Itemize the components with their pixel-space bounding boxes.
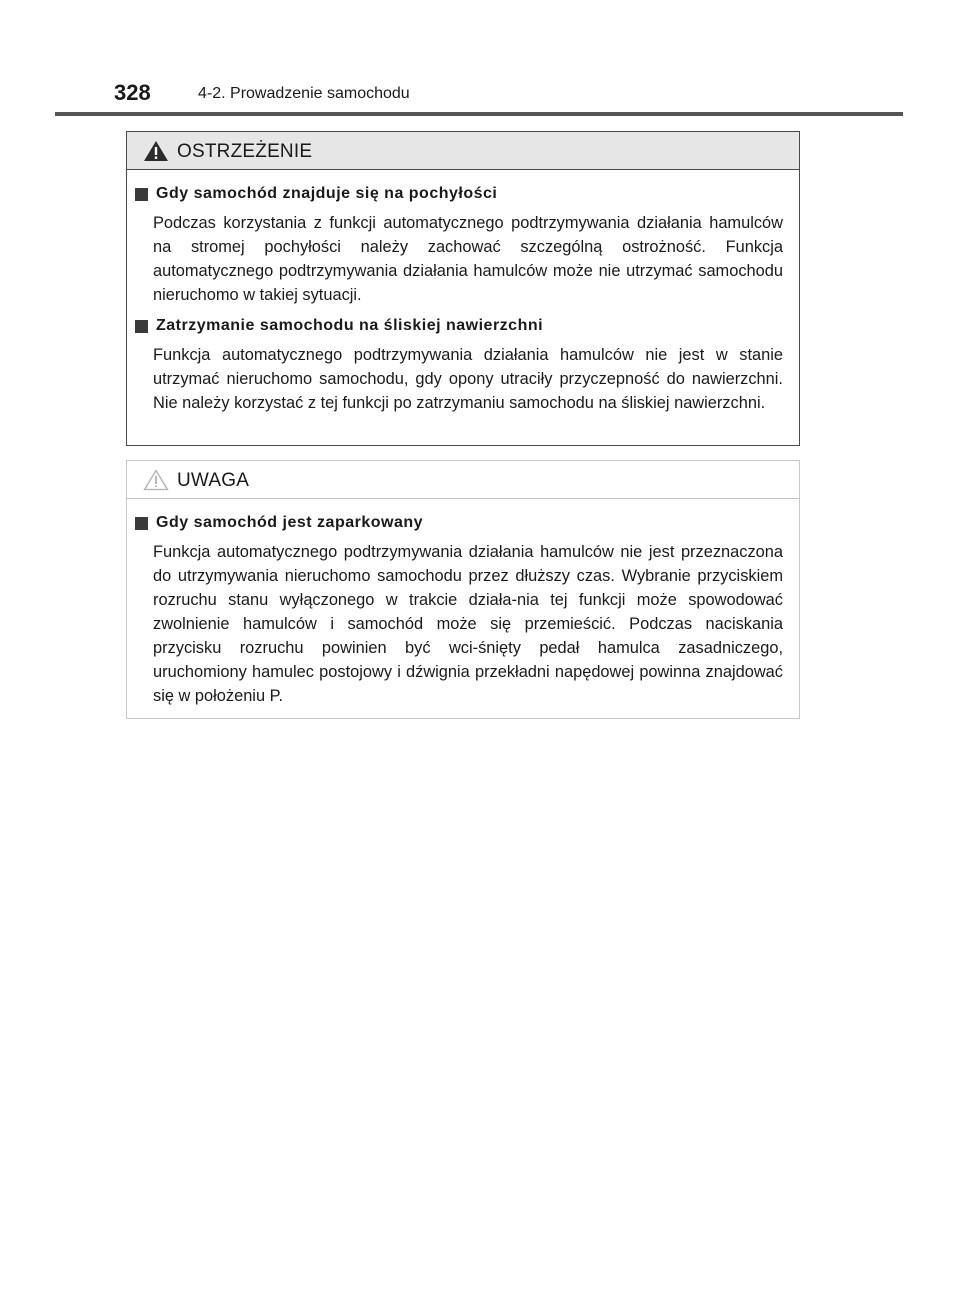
warning-triangle-filled-icon — [143, 140, 169, 162]
warning-item-text: Funkcja automatycznego podtrzymywania działania hamulców nie jest w stanie utrzymać nieruchomo samochodu, gdy opony utraciły przyczepność do nawierzchni. Nie należy korzystać z tej funkcji po zatrzymaniu samochodu na śliskiej nawierzchni. — [153, 346, 783, 412]
notice-item-text: Funkcja automatycznego podtrzymywania działania hamulców nie jest przeznaczona do utrzymywania nieruchomo samochodu przez dłuższy czas. Wybranie przyciskiem rozruchu stanu wyłączonego w trakcie działa-nia tej funkcji może spowodować zwolnienie hamulców i samochód może się przemieścić. Podczas naciskania przycisku rozruchu powinien być wci-śnięty pedał hamulca zasadniczego, uruchomiony hamulec postojowy i dźwignia przekładni napędowej powinna znajdować się w położeniu P. — [153, 543, 783, 705]
square-bullet-icon — [135, 320, 148, 333]
page-header — [114, 80, 914, 112]
notice-box — [126, 460, 800, 719]
section-title: 4-2. Prowadzenie samochodu — [198, 85, 410, 102]
warning-box-header — [127, 132, 799, 170]
notice-title: UWAGA — [177, 470, 250, 491]
notice-box-header — [127, 461, 799, 499]
warning-item — [132, 181, 783, 307]
header-divider — [55, 112, 903, 116]
square-bullet-icon — [135, 517, 148, 530]
warning-triangle-outline-icon — [143, 469, 169, 491]
notice-item-title: Gdy samochód jest zaparkowany — [156, 514, 424, 531]
warning-item — [132, 313, 783, 415]
page-number: 328 — [114, 80, 151, 105]
warning-item-text: Podczas korzystania z funkcji automatycznego podtrzymywania działania hamulców na stromej pochyłości należy zachować szczególną ostrożność. Funkcja automatycznego podtrzymywania działania hamulców może nie utrzymać samochodu nieruchomo w takiej sytuacji. — [153, 214, 783, 304]
warning-item-title: Gdy samochód znajduje się na pochyłości — [156, 185, 498, 202]
square-bullet-icon — [135, 188, 148, 201]
notice-item — [132, 510, 783, 708]
warning-title: OSTRZEŻENIE — [177, 141, 313, 162]
warning-box — [126, 131, 800, 446]
warning-item-title: Zatrzymanie samochodu na śliskiej nawierzchni — [156, 317, 544, 334]
